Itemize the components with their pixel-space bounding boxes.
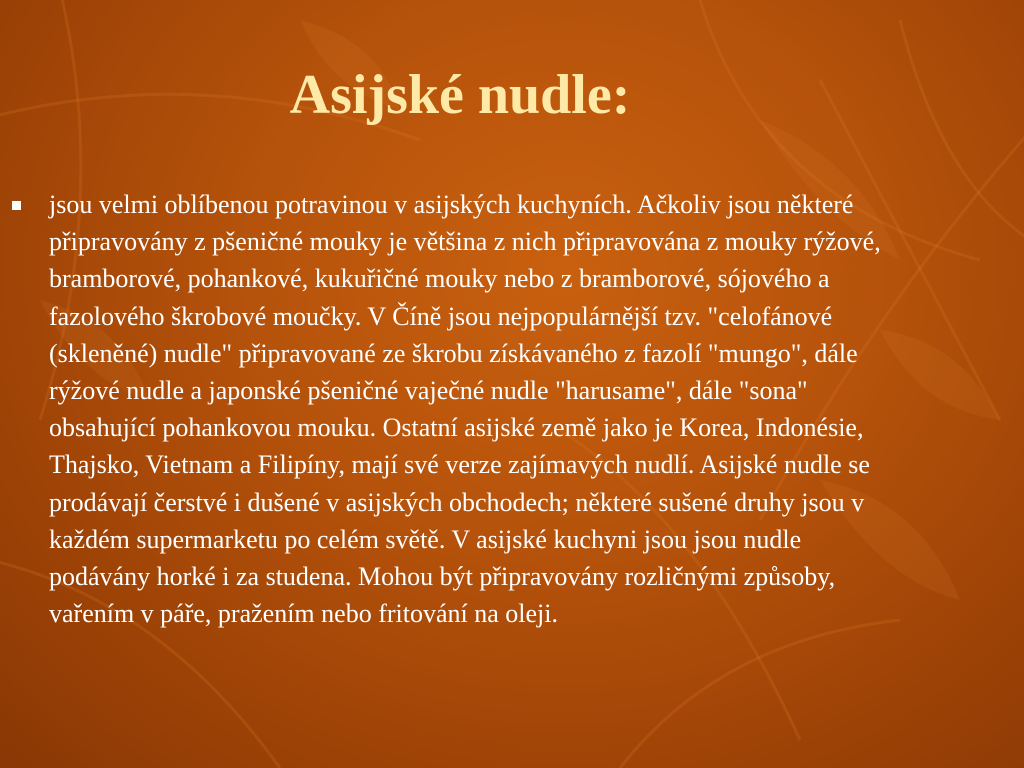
slide-title: Asijské nudle:: [289, 64, 631, 126]
bullet-list: [12, 186, 892, 632]
bullet-text: jsou velmi oblíbenou potravinou v asijských kuchyních. Ačkoliv jsou některé připravovány z pšeničné mouky je většina z nich připravována z mouky rýžové, bramborové, pohankové, kukuřičné mouky nebo z bramborové, sójového a fazolového škrobové moučky. V Číně jsou nejpopulárnější tzv. "celofánové (skleněné) nudle" připravované ze škrobu získávaného z fazolí "mungo", dále rýžové nudle a japonské pšeničné vaječné nudle "harusame", dále "sona" obsahující pohankovou mouku. Ostatní asijské země jako je Korea, Indonésie, Thajsko, Vietnam a Filipíny, mají své verze zajímavých nudlí. Asijské nudle se prodávají čerstvé i dušené v asijských obchodech; některé sušené druhy jsou v každém supermarketu po celém světě. V asijské kuchyni jsou jsou nudle podávány horké i za studena. Mohou být připravovány rozličnými způsoby, vařením v páře, pražením nebo fritování na oleji.: [49, 190, 881, 629]
list-item: [12, 186, 892, 632]
square-bullet-icon: [12, 201, 21, 210]
